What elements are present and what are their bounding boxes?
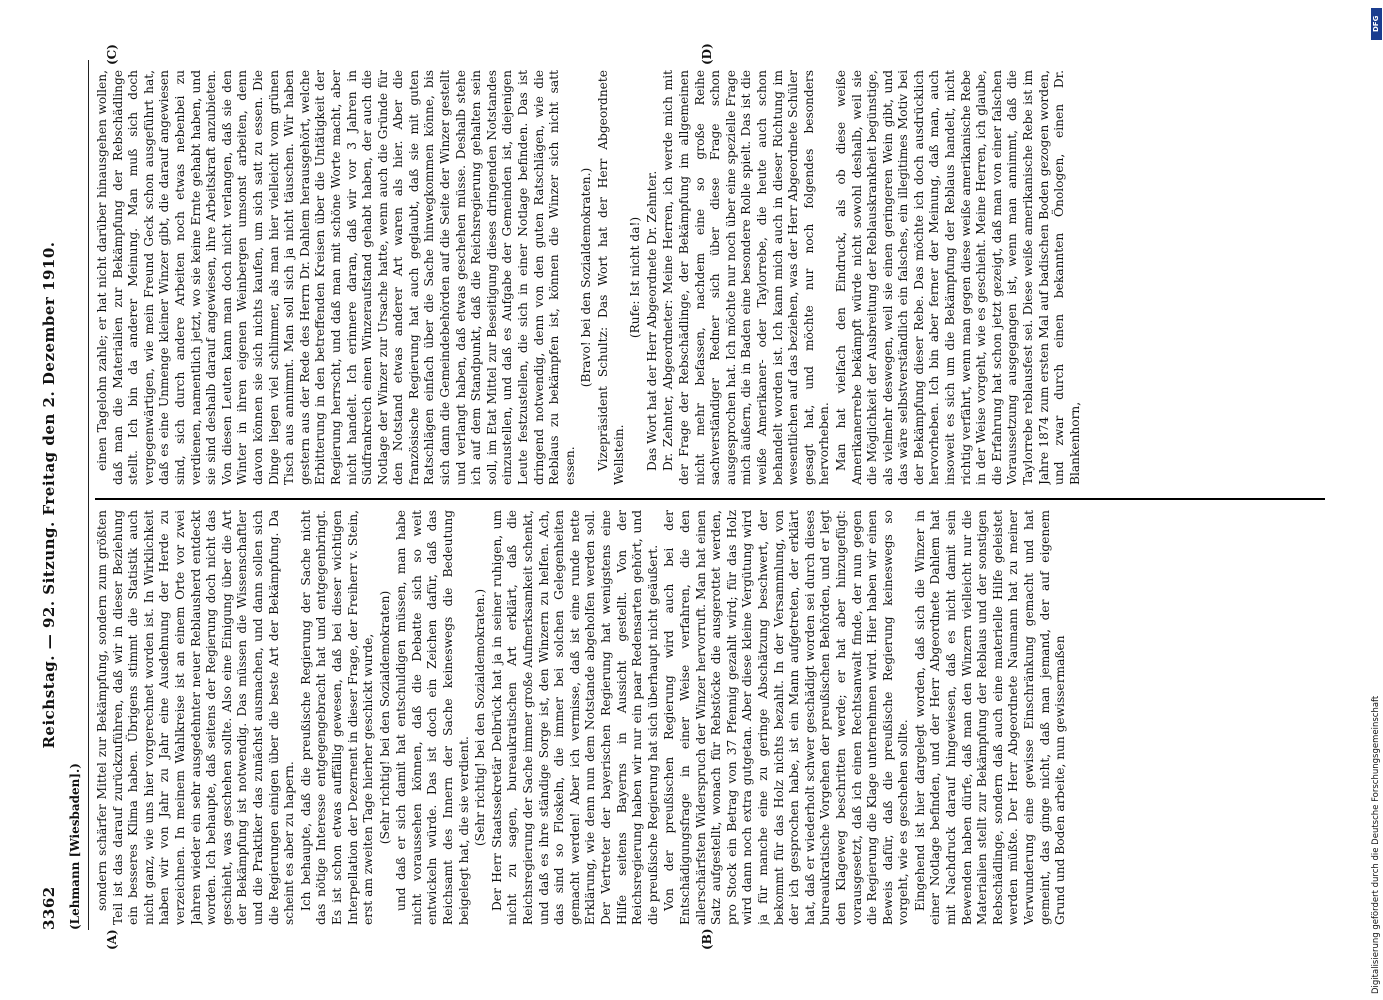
paragraph: Der Herr Staatssekretär Delbrück hat ja in seiner ruhigen, um nicht zu sagen, bureaukratischen Art erklärt, daß die Reichsregierung der Sache immer große Aufmerksamkeit schenkt, und daß es ihre ständige Sorge ist, den Winzern zu helfen. Ach, das sind so Floskeln, die immer bei solchen Gelegenheiten gemacht werden! Aber ich vermisse, daß ist eine runde nette Erklärung, wie denn nun dem Notstande abgeholfen werden soll. Der Vertreter der bayerischen Regierung hat wenigstens eine Hilfe seitens Bayerns in Aussicht gestellt. Von der Reichsregierung haben wir nur ein paar Redensarten gehört, und die preußische Regierung hat sich überhaupt nicht geäußert.	[489, 510, 660, 925]
page-title: Reichstag. — 92. Sitzung. Freitag den 2. Dezember 1910.	[40, 241, 58, 749]
interjection: (Bravo! bei den Sozialdemokraten.)	[579, 167, 594, 388]
paragraph: Eingehend ist hier dargelegt worden, daß sich die Winzer in einer Notlage befinden, und der Herr Abgeordnete Dahlem hat mit Nachdruck darauf hingewiesen, daß es nicht damit sein Bewenden haben dürfe, daß man den Winzern vielleicht nur die Materialien stellt zur Bekämpfung der Reblaus und der sonstigen Rebschädlinge, sondern daß auch eine materielle Hilfe geleistet werden müßte. Der Herr Abgeordnete Naumann hat zu meiner Verwunderung eine gewisse Einschränkung gemacht und hat gemeint, das ginge nicht, daß man jemand, der auf eigenem Grund und Boden arbeite, nun gewissermaßen	[912, 510, 1068, 925]
speaker-tag: (Lehmann [Wiesbaden].)	[68, 763, 82, 930]
paragraph: einen Tagelohn zahle; er hat nicht darüber hinausgehen wollen, daß man die Materialien zur Bekämpfung der Rebschädlinge stellt. Ich bin da anderer Meinung. Man muß sich doch vergegenwärtigen, wie mein Freund Geck schon ausgeführt hat, daß es eine Unmenge kleiner Winzer gibt, die darauf angewiesen sind, sich durch andere Arbeiten noch etwas nebenbei zu verdienen, namentlich jetzt, wo sie keine Ernte gehabt haben, und sie sind deshalb darauf angewiesen, ihre Arbeitskraft anzubieten. Von diesen Leuten kann man doch nicht verlangen, daß sie den Winter in ihren eigenen Weinbergen umsonst arbeiten, denn davon können sie sich nichts kaufen, um sich satt zu essen. Die Dinge liegen viel schlimmer, als man hier vielleicht vom grünen Tisch aus annimmt. Man soll sich ja nicht täuschen. Wir haben gestern aus der Rede des Herrn Dr. Dahlem herausgehört, welche Erbitterung in den betreffenden Kreisen über die Untätigkeit der Regierung herrscht, und daß man mit schöne Worte macht, aber nicht handelt. Ich erinnere daran, daß wir vor 3 Jahren in Südfrankreich einen Winzeraufstand gehabt haben, der auch die Notlage der Winzer zur Ursache hatte, wenn auch die Gründe für den Notstand etwas anderer Art waren als hier. Aber die französische Regierung hat auch geglaubt, daß sie mit guten Ratschlägen einfach über die Sache hinwegkommen könne, bis sich dann die Gemeindebehörden auf die Seite der Winzer gestellt und verlangt haben, daß etwas geschehen müsse. Deshalb stehe ich auf dem Standpunkt, daß die Reichsregierung gehalten sein soll, im Etat Mittel zur Beseitigung dieses dringenden Notstandes einzustellen, und daß es Aufgabe der Gemeinden ist, diejenigen Leute festzustellen, die sich in einer Notlage befinden. Das ist dringend notwendig, denn von den guten Ratschlägen, wie die Reblaus zu bekämpfen ist, können die Winzer sich nicht satt essen.	[95, 70, 577, 485]
header-rule	[88, 60, 89, 930]
paragraph: Von der preußischen Regierung wird auch bei der Entschädigungsfrage in einer Weise verfahren, die den allerschärfsten Widerspruch der Winzer hervorruft. Man hat einen Satz aufgestellt, wonach für Rebstöcke die ausgerottet werden, pro Stock ein Betrag von 37 Pfennig gezahlt wird; für das Holz wird dann noch extra gutgetan. Aber diese kleine Vergütung wird ja für manche eine zu geringe Abschätzung beschwert, der bekommt für das Holz nichts bezahlt. In der Versammlung, von der ich gesprochen habe, ist ein Mann aufgetreten, der erklärt hat, daß er wiederholt schwer geschädigt worden sei durch dieses bureaukratische Vorgehen der preußischen Behörden, und er legt den Klageweg beschritten werde; er hat aber hinzugefügt: vorausgesetzt, daß ich einen Rechtsanwalt finde, der nun gegen die Regierung die Klage unternehmen wird. Hier haben wir einen Beweis dafür, daß die preußische Regierung keineswegs so vorgeht, wie es geschehen sollte.	[662, 510, 911, 925]
column-left	[95, 510, 1325, 925]
dfg-logo: DFG	[1371, 8, 1382, 40]
paragraph: und daß er sich damit hat entschuldigen müssen, man habe nicht voraussehen können, daß die Debatte sich so weit entwickeln würde. Das ist doch ein Zeichen dafür, daß das Reichsamt des Innern der Sache keineswegs die Bedeutung beigelegt hat, die sie verdient.	[394, 510, 471, 925]
paragraph: Vizepräsident Schultz: Das Wort hat der Herr Abgeordnete Wellstein.	[596, 70, 626, 485]
page-number: 3362	[40, 886, 58, 930]
margin-mark-c: (C)	[105, 44, 119, 65]
margin-mark-b: (B)	[700, 928, 714, 950]
interjection: (Rufe: Ist nicht da!)	[628, 216, 643, 339]
digitization-credit: Digitalisierung gefördert durch die Deutsche Forschungsgemeinschaft	[1371, 695, 1381, 994]
paragraph: Das Wort hat der Herr Abgeordnete Dr. Zehnter.	[644, 170, 659, 471]
paragraph: Man hat vielfach den Eindruck, als ob diese weiße Amerikanerrebe bekämpft würde nicht sowohl deshalb, weil sie die Möglichkeit der Ausbreitung der Reblauskrankheit begünstige, als vielmehr deswegen, weil sie einen geringeren Wein gibt, und das wäre selbstverständlich ein falsches, ein illegitimes Motiv bei der Bekämpfung dieser Rebe. Das möchte ich doch ausdrücklich hervorheben. Ich bin aber ferner der Meinung, daß man, auch insoweit es sich um die Bekämpfung der Reblaus handelt, nicht richtig verfährt, wenn man gegen diese weiße amerikanische Rebe in der Weise vorgeht, wie es geschieht. Meine Herren, ich glaube, die Erfahrung hat schon jetzt gezeigt, daß man von einer falschen Voraussetzung ausgegangen ist, wenn man annimmt, daß die Taylorrebe reblausfest sei. Diese weiße amerikanische Rebe ist im Jahre 1874 zum ersten Mal auf badischen Boden gezogen worden, und zwar durch einen bekannten Önologen, einen Dr. Blankenhorn,	[833, 70, 1082, 485]
column-right	[95, 70, 1325, 485]
interjection: (Sehr richtig! bei den Sozialdemokraten)	[377, 590, 392, 845]
paragraph: Ich behaupte, daß die preußische Regierung der Sache nicht das nötige Interesse entgegengebracht hat und entgegenbringt. Es ist schon etwas auffällig gewesen, daß bei dieser wichtigen Interpellation der Dezernent in dieser Frage, der Freiherr v. Stein, erst am zweiten Tage hierher geschickt wurde,	[298, 510, 376, 925]
column-divider	[95, 498, 1325, 500]
margin-mark-d: (D)	[700, 43, 714, 65]
paragraph: Dr. Zehnter, Abgeordneter: Meine Herren, ich werde mich mit der Frage der Rebschädlinge, der Bekämpfung im allgemeinen nicht mehr befassen, nachdem eine so große Reihe sachverständiger Redner sich über diese Frage schon ausgesprochen hat. Ich möchte nur noch über eine spezielle Frage mich äußern, die in Baden eine besondere Rolle spielt. Das ist die weiße Amerikaner- oder Taylorrebe, die heute auch schon behandelt worden ist. Ich kann mich auch in dieser Richtung im wesentlichen auf das beziehen, was der Herr Abgeordnete Schüler gesagt hat, und möchte nur noch folgendes besonders hervorheben.	[661, 70, 832, 485]
interjection: (Sehr richtig! bei den Sozialdemokraten.)	[473, 588, 488, 847]
margin-mark-a: (A)	[105, 929, 119, 950]
paragraph: sondern schärfer Mittel zur Bekämpfung, sondern zum größten Teil ist das darauf zurückzuführen, daß wir in dieser Beziehung ein besseres Klima haben. Übrigens stimmt die Statistik auch nicht ganz, wie uns hier vorgerechnet worden ist. In Wirklichkeit haben wir von Jahr zu Jahr eine Ausdehnung der Herde zu verzeichnen. In meinem Wahlkreise ist an einem Orte vor zwei Jahren wieder ein sehr ausgedehnter neuer Reblausherd entdeckt worden. Ich behaupte, daß seitens der Regierung doch nicht das geschieht, was geschehen sollte. Also eine Einigung über die Art der Bekämpfung ist notwendig. Das müssen die Wissenschaftler und die Praktiker das zunächst ausmachen, und dann sollen sich die Regierungen einigen über die beste Art der Bekämpfung. Da scheint es aber zu hapern.	[95, 510, 297, 925]
